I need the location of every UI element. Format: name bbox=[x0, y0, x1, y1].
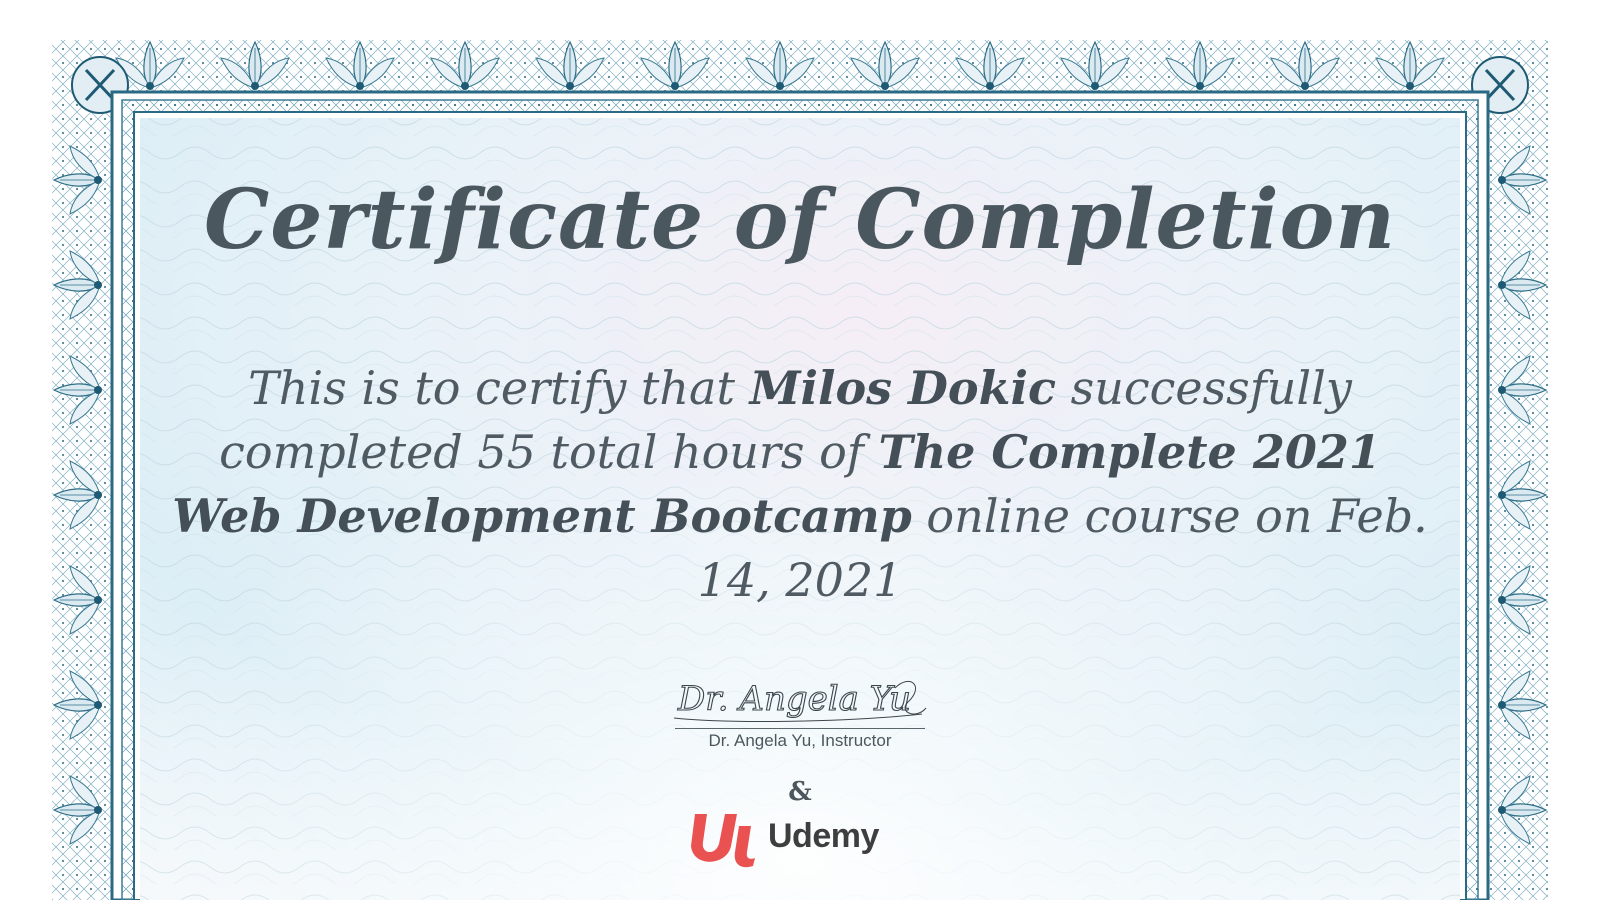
handwritten-signature bbox=[670, 668, 930, 730]
certificate-title: Certificate of Completion bbox=[204, 172, 1396, 268]
recipient-name: Milos Dokic bbox=[749, 361, 1056, 415]
ampersand: & bbox=[788, 777, 812, 807]
certificate-content bbox=[140, 118, 1460, 900]
statement-prefix: This is to certify that bbox=[248, 361, 750, 415]
udemy-wordmark: Udemy bbox=[768, 817, 879, 855]
statement-suffix: online course on Feb. 14, 2021 bbox=[697, 489, 1428, 607]
signature-block bbox=[650, 668, 950, 758]
signature-line bbox=[675, 728, 925, 729]
certificate-statement bbox=[160, 356, 1440, 612]
signer-caption: Dr. Angela Yu, Instructor bbox=[708, 731, 892, 750]
svg-text:Dr. Angela Yu: Dr. Angela Yu bbox=[678, 679, 912, 719]
statement-middle: successfully completed 55 total hours of bbox=[219, 361, 1352, 479]
udemy-logo bbox=[680, 804, 920, 874]
course-name: The Complete 2021 Web Development Bootcamp bbox=[172, 425, 1381, 543]
udemy-u-icon bbox=[685, 808, 759, 868]
